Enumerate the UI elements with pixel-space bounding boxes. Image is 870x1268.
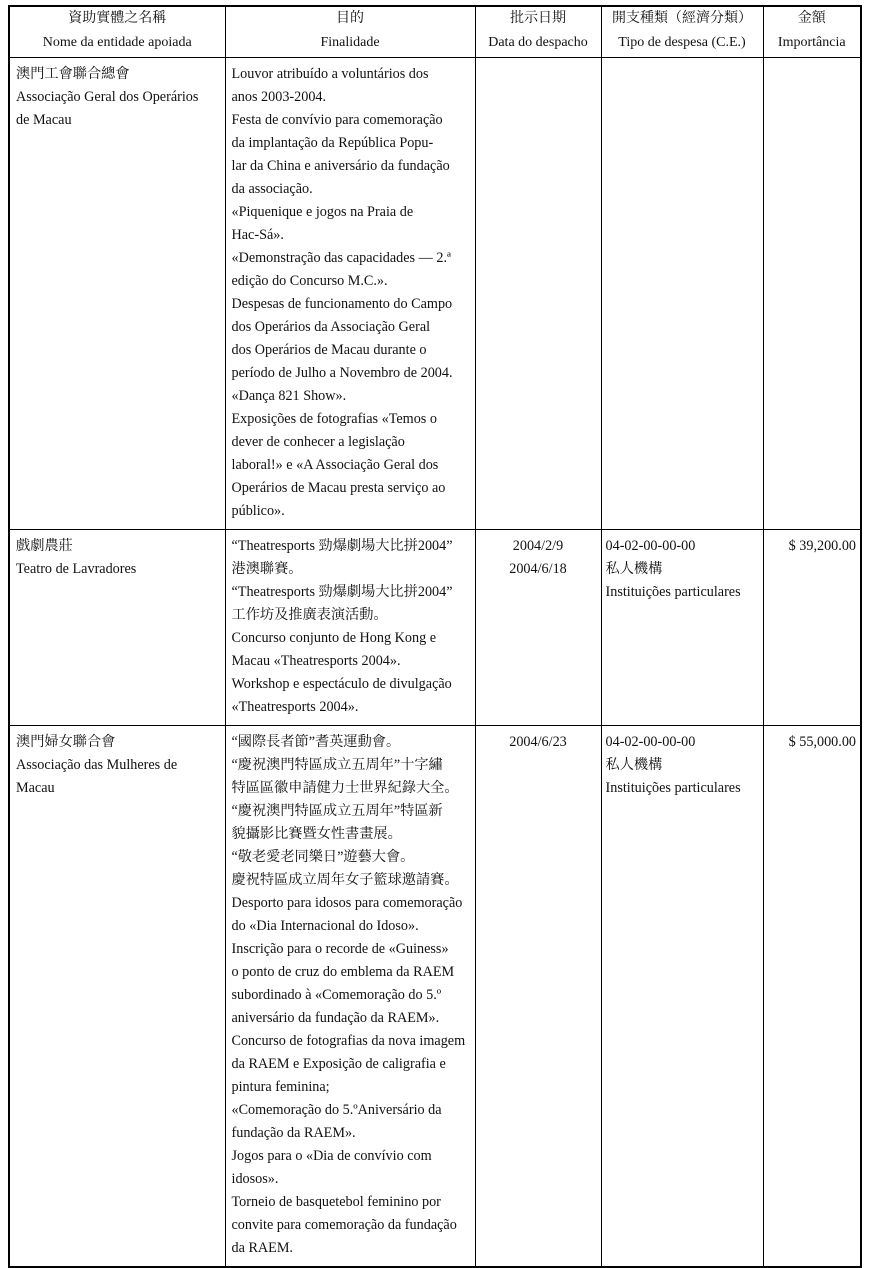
purpose-line: Despesas de funcionamento do Campo [231,296,453,312]
purpose-line: edição do Concurso M.C.». [231,273,388,289]
entity-line: 澳門工會聯合總會 [16,66,130,82]
purpose-line: «Demonstração das capacidades — 2.ª [231,250,451,266]
table-row [9,530,861,726]
type-line: 04-02-00-00-00 [605,538,696,554]
purpose-line: Inscrição para o recorde de «Guiness» [231,941,449,957]
purpose-line: Concurso de fotografias da nova imagem [231,1033,466,1049]
type-line: Instituições particulares [605,780,741,796]
purpose-line: do «Dia Internacional do Idoso». [231,918,419,934]
amount-cell [763,530,861,726]
purpose-cell [225,58,475,530]
purpose-line: lar da China e aniversário da fundação [231,158,450,174]
amount-value: $ 39,200.00 [788,538,856,554]
purpose-line: anos 2003-2004. [231,89,327,105]
purpose-line: 貌攝影比賽暨女性書畫展。 [231,826,402,842]
purpose-line: 特區區徽申請健力士世界紀錄大全。 [231,780,459,796]
purpose-line: «Comemoração do 5.ºAniversário da [231,1102,442,1118]
purpose-line: Exposições de fotografias «Temos o [231,411,437,427]
header-entity [9,6,225,58]
purpose-line: Hac-Sá». [231,227,284,243]
purpose-line: fundação da RAEM». [231,1125,356,1141]
header-type-pt: Tipo de despesa (C.E.) [618,35,746,50]
purpose-line: da RAEM. [231,1240,293,1256]
purpose-line: da implantação da República Popu- [231,135,434,151]
purpose-line: dos Operários de Macau durante o [231,342,427,358]
purpose-line: “敬老愛老同樂日”遊藝大會。 [231,849,415,865]
purpose-line: “慶祝澳門特區成立五周年”特區新 [231,803,443,819]
purpose-line: pintura feminina; [231,1079,330,1095]
type-cell [601,58,763,530]
header-date-pt: Data do despacho [488,35,588,50]
header-amount-zh: 金額 [797,11,826,26]
entity-line: 戲劇農莊 [16,538,73,554]
purpose-line: Macau «Theatresports 2004». [231,653,401,669]
purpose-line: da associação. [231,181,313,197]
purpose-line: “Theatresports 勁爆劇場大比拼2004” [231,538,453,554]
header-purpose-zh: 目的 [336,11,364,26]
purpose-line: Louvor atribuído a voluntários dos [231,66,429,82]
type-line: 04-02-00-00-00 [605,734,696,750]
purpose-line: 慶祝特區成立周年女子籃球邀請賽。 [231,872,459,888]
entity-cell [9,726,225,1268]
header-purpose-pt: Finalidade [320,35,380,50]
purpose-line: «Dança 821 Show». [231,388,347,404]
date-cell [475,58,601,530]
purpose-line: Festa de convívio para comemoração [231,112,443,128]
purpose-line: convite para comemoração da fundação [231,1217,457,1233]
purpose-line: Operários de Macau presta serviço ao [231,480,446,496]
header-entity-zh: 資助實體之名稱 [68,11,167,26]
purpose-line: Jogos para o «Dia de convívio com [231,1148,432,1164]
purpose-cell [225,530,475,726]
purpose-cell [225,726,475,1268]
header-amount [763,6,861,58]
type-line: Instituições particulares [605,584,741,600]
date-line: 2004/6/18 [509,561,567,577]
purpose-line: idosos». [231,1171,279,1187]
amount-cell [763,726,861,1268]
purpose-line: “國際長者節”耆英運動會。 [231,734,401,750]
table-row [9,726,861,1268]
entity-cell [9,58,225,530]
header-purpose [225,6,475,58]
entity-line: de Macau [16,112,72,128]
header-row [9,6,861,58]
purpose-line: “慶祝澳門特區成立五周年”十字繡 [231,757,443,773]
purpose-line: período de Julho a Novembro de 2004. [231,365,453,381]
header-type [601,6,763,58]
entity-cell [9,530,225,726]
purpose-line: 港澳聯賽。 [231,561,303,577]
purpose-line: Desporto para idosos para comemoração [231,895,463,911]
header-amount-pt: Importância [777,35,846,50]
purpose-line: «Theatresports 2004». [231,699,359,715]
type-cell [601,726,763,1268]
purpose-line: laboral!» e «A Associação Geral dos [231,457,439,473]
purpose-line: 工作坊及推廣表演活動。 [231,607,388,623]
purpose-line: da RAEM e Exposição de caligrafia e [231,1056,446,1072]
type-cell [601,530,763,726]
amount-cell [763,58,861,530]
purpose-line: “Theatresports 勁爆劇場大比拼2004” [231,584,453,600]
date-line: 2004/6/23 [509,734,567,750]
header-entity-pt: Nome da entidade apoiada [42,35,192,50]
purpose-line: «Piquenique e jogos na Praia de [231,204,414,220]
purpose-line: aniversário da fundação da RAEM». [231,1010,440,1026]
entity-line: Teatro de Lavradores [16,561,137,577]
header-date [475,6,601,58]
purpose-line: Torneio de basquetebol feminino por [231,1194,441,1210]
amount-value: $ 55,000.00 [788,734,856,750]
type-line: 私人機構 [605,757,663,773]
type-line: 私人機構 [605,561,663,577]
header-type-zh: 開支種類（經濟分類） [612,11,752,26]
entity-line: Macau [16,780,55,796]
date-line: 2004/2/9 [512,538,564,554]
subsidy-table [8,5,862,1268]
purpose-line: Concurso conjunto de Hong Kong e [231,630,437,646]
entity-line: Associação Geral dos Operários [16,89,199,105]
header-date-zh: 批示日期 [510,11,566,26]
purpose-line: dos Operários da Associação Geral [231,319,431,335]
purpose-line: Workshop e espectáculo de divulgação [231,676,452,692]
date-cell [475,726,601,1268]
purpose-line: o ponto de cruz do emblema da RAEM [231,964,455,980]
purpose-line: dever de conhecer a legislação [231,434,405,450]
date-cell [475,530,601,726]
table-row [9,58,861,530]
purpose-line: público». [231,503,285,519]
entity-line: Associação das Mulheres de [16,757,178,773]
entity-line: 澳門婦女聯合會 [16,734,116,750]
purpose-line: subordinado à «Comemoração do 5.º [231,987,442,1003]
